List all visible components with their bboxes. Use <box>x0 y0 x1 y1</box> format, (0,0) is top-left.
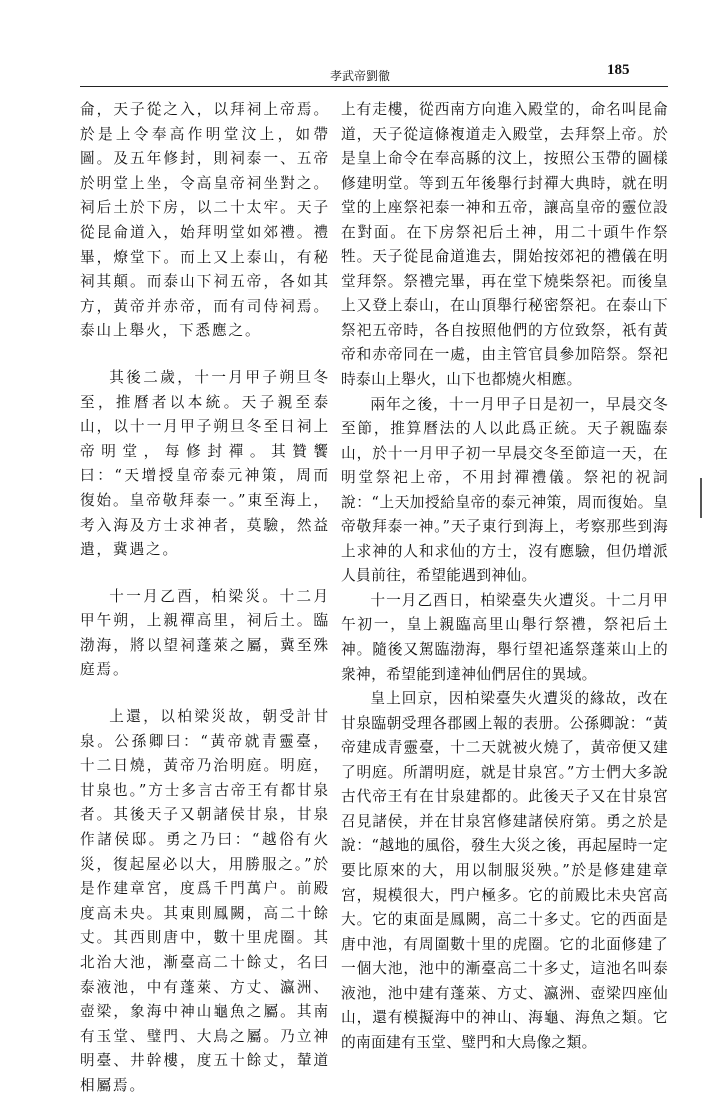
page-number: 185 <box>607 62 630 78</box>
original-paragraph-1: 侖，天子從之入，以拜祠上帝焉。於是上令奉高作明堂汶上，如帶圖。及五年修封，則祠泰一、五帝於明堂上坐，令高皇帝祠坐對之。祠后土於下房，以二十太牢。天子從昆侖道入，始拜明堂如郊禮。禮畢，燎堂下。而上又上泰山，有秘祠其顛。而泰山下祠五帝，各如其方，黃帝并赤帝，而有司侍祠焉。泰山上舉火，下悉應之。 <box>80 101 330 340</box>
original-paragraph-3: 十一月乙酉，柏梁災。十二月甲午朔，上親禪高里，祠后土。臨渤海，將以望祠蓬萊之屬，冀至殊庭焉。 <box>80 587 330 679</box>
original-paragraph-2: 其後二歲，十一月甲子朔旦冬至，推曆者以本統。天子親至泰山，以十一月甲子朔旦冬至日祠上帝明堂，每修封禪。其贊饗曰：“天增授皇帝泰元神策，周而復始。皇帝敬拜泰一。”東至海上，考入海及方士求神者，莫驗，然益遣，冀遇之。 <box>80 368 330 559</box>
translation-paragraph-3: 十一月乙酉日，柏梁臺失火遭災。十二月甲午初一，皇上親臨高里山舉行祭禮，祭祀后土神。隨後又駕臨渤海，舉行望祀遙祭蓬萊山上的衆神，希望能到達神仙們居住的異域。 <box>341 591 668 683</box>
original-paragraph-4: 上還，以柏梁災故，朝受計甘泉。公孫卿曰：“黃帝就青靈臺，十二日燒，黃帝乃治明庭。明庭，甘泉也。”方士多言古帝王有都甘泉者。其後天子又朝諸侯甘泉，甘泉作諸侯邸。勇之乃曰：“越俗有火災，復起屋必以大，用勝服之。”於是作建章宮，度爲千門萬户。前殿度高未央。其東則鳳闕，高二十餘丈。其西則唐中，數十里虎圈。其北治大池，漸臺高二十餘丈，名曰泰液池，中有蓬萊、方丈、瀛洲、壺梁，象海中神山龜魚之屬。其南有玉堂、璧門、大鳥之屬。乃立神明臺、井幹樓，度五十餘丈，輦道相屬焉。 <box>80 708 330 1094</box>
translation-paragraph-4: 皇上回京，因柏梁臺失火遭災的緣故，改在甘泉臨朝受理各郡國上報的表册。公孫卿說：“黃帝建成青靈臺，十二天就被火燒了，黃帝便又建了明庭。所謂明庭，就是甘泉宮。”方士們大多說古代帝王有在甘泉建都的。此後天子又在甘泉宮召見諸侯，并在甘泉宮修建諸侯府第。勇之於是說：“越地的風俗，發生大災之後，再起屋時一定要比原來的大，用以制服災殃。”於是修建建章宮，規模很大，門户極多。它的前殿比未央宮高大。它的東面是鳳闕，高二十多丈。它的西面是唐中池，有周圍數十里的虎圈。它的北面修建了一個大池，池中的漸臺高二十多丈，這池名叫泰液池，池中建有蓬萊、方丈、瀛洲、壺梁四座仙山，還有模擬海中的神山、海龜、海魚之類。它的南面建有玉堂、璧門和大鳥像之類。 <box>341 690 668 1051</box>
scan-edge-mark <box>700 478 702 518</box>
running-header-title: 孝武帝劉徹 <box>329 69 390 83</box>
translation-paragraph-1: 上有走樓，從西南方向進入殿堂的，命名叫昆侖道，天子從這條複道走入殿堂，去拜祭上帝。於是皇上命令在奉高縣的汶上，按照公玉帶的圖樣修建明堂。等到五年後舉行封禪大典時，就在明堂的上座祭祀泰一神和五帝，讓高皇帝的靈位設在對面。在下房祭祀后土神，用二十頭牛作祭牲。天子從昆侖道進去，開始按郊祀的禮儀在明堂拜祭。祭禮完畢，再在堂下燒柴祭祀。而後皇上又登上泰山，在山頂舉行秘密祭祀。在泰山下祭祀五帝時，各自按照他們的方位致祭，祇有黃帝和赤帝同在一處，由主管官員參加陪祭。祭祀時泰山上舉火，山下也都燒火相應。 <box>341 101 668 389</box>
translation-paragraph-2: 兩年之後，十一月甲子日是初一，早晨交冬至節，推算曆法的人以此爲正統。天子親臨泰山，於十一月甲子初一早晨交冬至節這一天，在明堂祭祀上帝，不用封禪禮儀。祭祀的祝詞說：“上天加授給皇帝的泰元神策，周而復始。皇帝敬拜泰一神。”天子東行到海上，考察那些到海上求神的人和求仙的方士，沒有應驗，但仍增派人員前往，希望能遇到神仙。 <box>341 395 668 585</box>
header-rule <box>80 86 668 87</box>
original-text-column <box>80 98 330 1099</box>
translation-text-column <box>341 98 668 1055</box>
